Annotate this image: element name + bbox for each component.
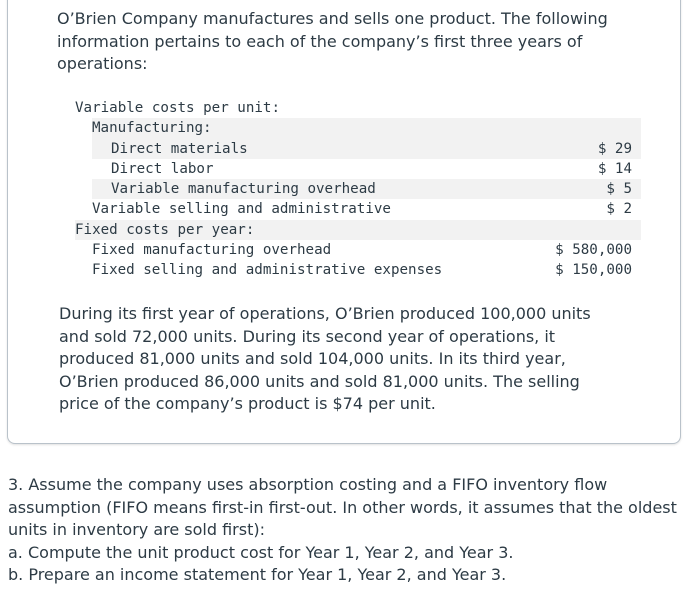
cost-row-label: Direct materials: [111, 140, 248, 157]
cost-row-value: $ 580,000: [555, 242, 632, 259]
cost-row-label: Direct labor: [111, 160, 214, 177]
question-block: [8, 474, 698, 587]
cost-row: [92, 260, 641, 280]
cost-row: [92, 118, 641, 138]
cost-row-value: $ 29: [597, 140, 632, 157]
cost-row-label: Manufacturing:: [92, 120, 212, 137]
cost-row-value: $ 150,000: [555, 262, 632, 279]
cost-row-label: Variable manufacturing overhead: [111, 181, 376, 198]
operations-paragraph: During its first year of operations, O’Brien produced 100,000 units and sold 72,000 units. During its second year of operations, it produced 81,000 units and sold 104,000 units. In its third year, O’Brien produced 86,000 units and sold 81,000 units. The selling price of the company’s product is $74 per unit.: [59, 304, 591, 413]
cost-row: [75, 98, 641, 118]
cost-row-value: $ 5: [606, 181, 632, 198]
cost-row-value: $ 2: [606, 201, 632, 218]
question-prompt: 3. Assume the company uses absorption costing and a FIFO inventory flow assumption (FIFO means first-in first-out. In other words, it assumes that the oldest units in inventory are sold first):: [8, 475, 677, 539]
cost-row-value: $ 14: [597, 160, 632, 177]
cost-row-label: Fixed manufacturing overhead: [92, 242, 332, 259]
cost-row: [92, 159, 641, 179]
cost-row-label: Fixed costs per year:: [75, 221, 255, 238]
cost-row: [92, 139, 641, 159]
cost-row: [92, 240, 641, 260]
question-part-b: b. Prepare an income statement for Year 1, Year 2, and Year 3.: [8, 565, 507, 584]
cost-row-label: Variable costs per unit:: [75, 100, 280, 116]
cost-row: [75, 220, 641, 240]
cost-table: [75, 98, 641, 281]
intro-paragraph: O’Brien Company manufactures and sells one product. The following information pertains to each of the company’s first three years of operations:: [57, 9, 608, 73]
question-part-a: a. Compute the unit product cost for Year 1, Year 2, and Year 3.: [8, 542, 514, 562]
cost-row: [92, 179, 641, 199]
cost-row: [92, 199, 641, 219]
cost-row-label: Fixed selling and administrative expenses: [92, 262, 443, 279]
cost-row-label: Variable selling and administrative: [92, 201, 391, 218]
